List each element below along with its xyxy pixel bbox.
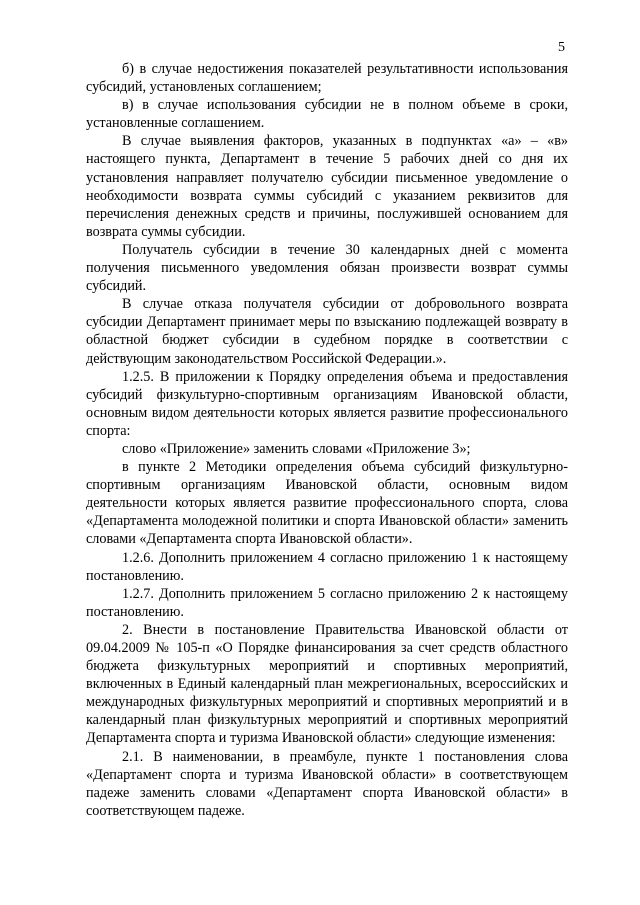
paragraph-1-2-6: 1.2.6. Дополнить приложением 4 согласно приложению 1 к настоящему постановлению. [86,549,568,584]
paragraph-refusal: В случае отказа получателя субсидии от добровольного возврата субсидии Департамент принимает меры по взысканию подлежащей возврату в областной бюджет субсидии в судебном порядке в соответствии с действующим законодательством Российской Федерации.». [86,296,568,367]
page-number: 5 [558,40,565,55]
paragraph-1-2-5: 1.2.5. В приложении к Порядку определения объема и предоставления субсидий физкультурно-спортивным организациям Ивановской области, основным видом деятельности которых является развитие профессионального спорта: [86,368,568,439]
paragraph-2-1: 2.1. В наименовании, в преамбуле, пункте 1 постановления слова «Департамент спорта и туризма Ивановской области» в соответствующем падеже заменить словами «Департамент спорта Ивановской области» в соответствующем падеже. [86,748,568,819]
paragraph-v: в) в случае использования субсидии не в полном объеме в сроки, установленные соглашением. [86,97,568,132]
paragraph-2: 2. Внести в постановление Правительства Ивановской области от 09.04.2009 № 105-п «О Порядке финансирования за счет средств областного бюджета физкультурных мероприятий и спортивных мероприятий, включенных в Единый календарный план межрегиональных, всероссийских и международных физкультурных мероприятий и спортивных мероприятий и в календарный план физкультурных мероприятий и спортивных мероприятий Департамента спорта и туризма Ивановской области» следующие изменения: [86,621,568,747]
paragraph-notice: В случае выявления факторов, указанных в подпунктах «а» – «в» настоящего пункта, Департамент в течение 5 рабочих дней со дня их установления направляет получателю субсидии письменное уведомление о необходимости возврата суммы субсидий с указанием реквизитов для перечисления денежных средств и причины, послужившей основанием для возврата суммы субсидии. [86,133,568,240]
paragraph-return-term: Получатель субсидии в течение 30 календарных дней с момента получения письменного уведомления обязан произвести возврат суммы субсидий. [86,241,568,295]
paragraph-1-2-7: 1.2.7. Дополнить приложением 5 согласно приложению 2 к настоящему постановлению. [86,585,568,620]
paragraph-method-clause: в пункте 2 Методики определения объема субсидий физкультурно-спортивным организациям Ивановской области, основным видом деятельности которых является развитие профессионального спорта, слова «Департамента молодежной политики и спорта Ивановской области» заменить словами «Департамента спорта Ивановской области». [86,459,568,548]
paragraph-b: б) в случае недостижения показателей результативности использования субсидий, установленых соглашением; [86,61,568,96]
paragraph-word-replace: слово «Приложение» заменить словами «Приложение 3»; [122,440,471,457]
document-body [86,60,568,820]
